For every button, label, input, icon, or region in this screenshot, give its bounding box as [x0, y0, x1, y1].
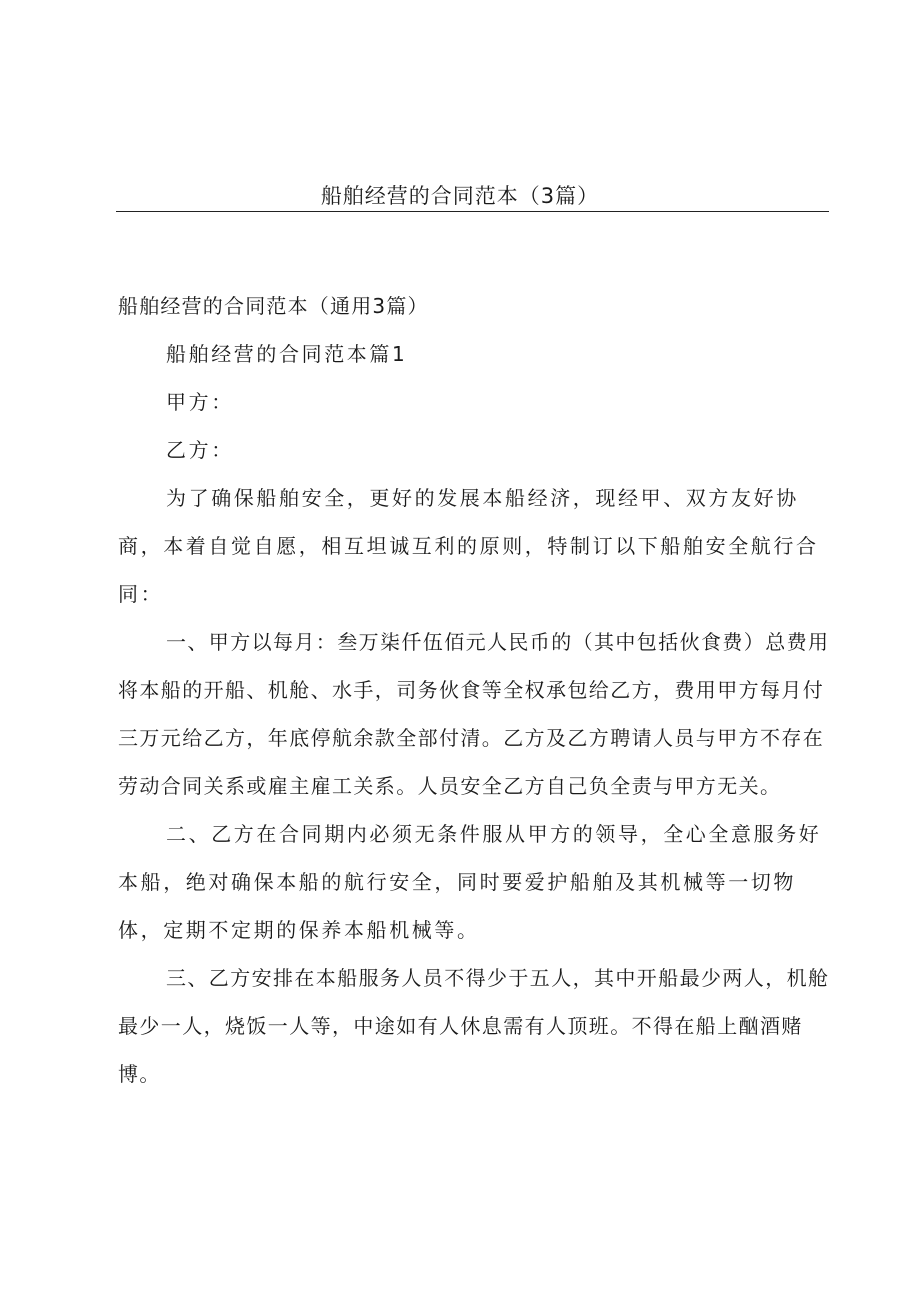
paragraph-preamble: 为了确保船舶安全，更好的发展本船经济，现经甲、双方友好协商，本着自觉自愿，相互坦诚互利的原则，特制订以下船舶安全航行合同： [118, 486, 819, 606]
section-heading: 船舶经营的合同范本篇1 [166, 342, 408, 366]
document-subtitle: 船舶经营的合同范本（通用3篇） [118, 294, 429, 318]
paragraph-clause-2: 二、乙方在合同期内必须无条件服从甲方的领导，全心全意服务好本船，绝对确保本船的航行安全，同时要爱护船舶及其机械等一切物体，定期不定期的保养本船机械等。 [118, 822, 822, 942]
paragraph-clause-3: 三、乙方安排在本船服务人员不得少于五人，其中开船最少两人，机舱最少一人，烧饭一人等，中途如有人休息需有人顶班。不得在船上酗酒赌博。 [118, 966, 830, 1086]
title-underline [116, 211, 829, 212]
document-body [118, 282, 830, 1098]
document-title: 船舶经营的合同范本（3篇） [320, 184, 600, 208]
party-b-line: 乙方： [166, 438, 234, 462]
party-a-line: 甲方： [166, 390, 234, 414]
paragraph-clause-1: 一、甲方以每月：叁万柒仟伍佰元人民币的（其中包括伙食费）总费用将本船的开船、机舱、水手，司务伙食等全权承包给乙方，费用甲方每月付三万元给乙方，年底停航余款全部付清。乙方及乙方聘请人员与甲方不存在劳动合同关系或雇主雇工关系。人员安全乙方自己负全责与甲方无关。 [118, 630, 830, 798]
